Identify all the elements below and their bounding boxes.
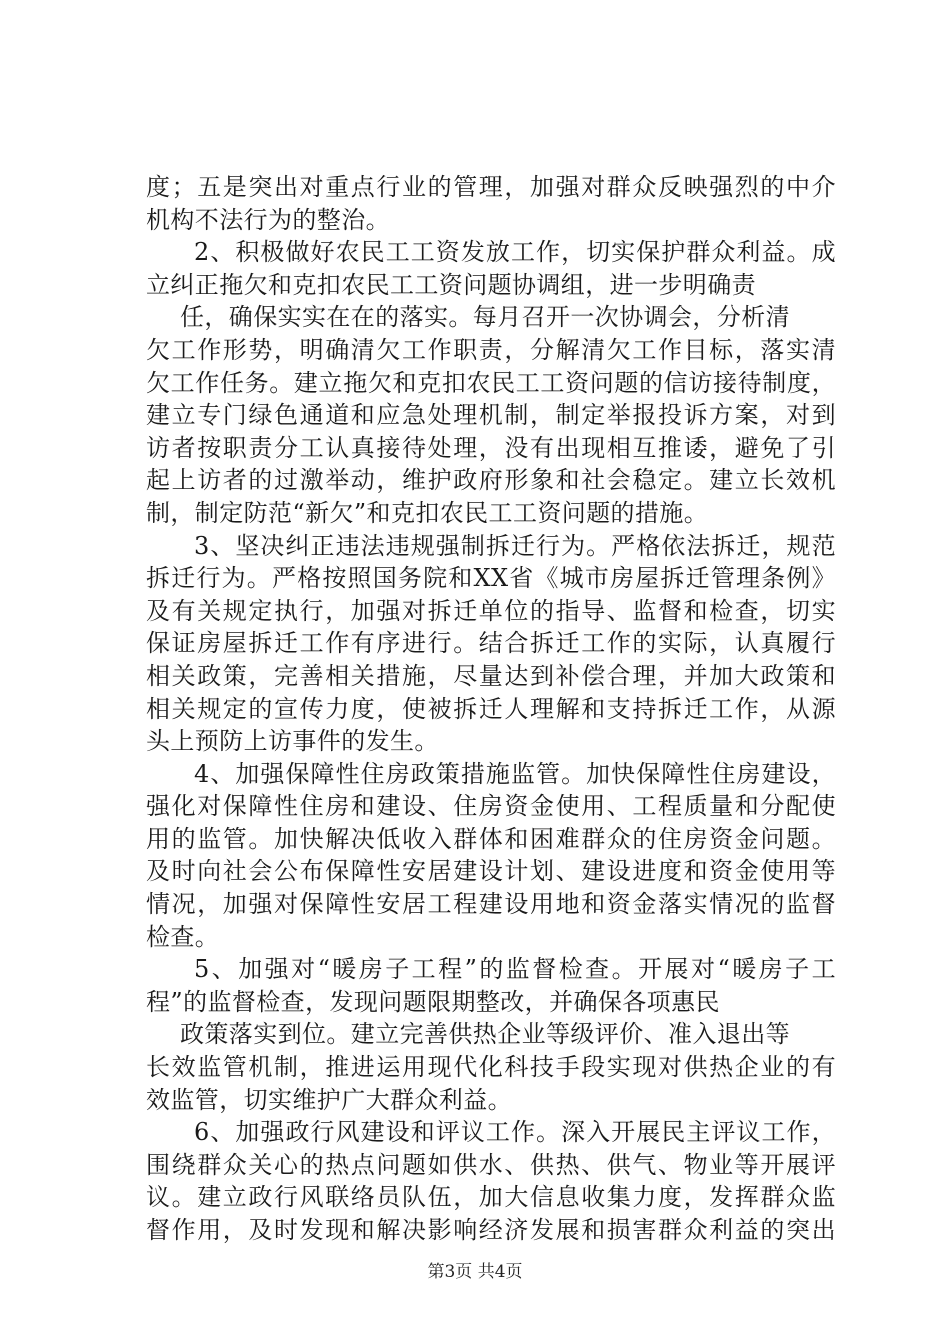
text-line: 及时向社会公布保障性安居建设计划、建设进度和资金使用等 — [146, 857, 836, 886]
text-line: 相关政策，完善相关措施，尽量达到补偿合理，并加大政策和 — [146, 661, 836, 690]
text-line: 围绕群众关心的热点问题如供水、供热、供气、物业等开展评 — [146, 1150, 836, 1179]
paragraph-start-line: 4、加强保障性住房政策措施监管。加快保障性住房建设， — [194, 759, 836, 788]
text-line: 相关规定的宣传力度，使被拆迁人理解和支持拆迁工作，从源 — [146, 694, 836, 723]
text-line: 保证房屋拆迁工作有序进行。结合拆迁工作的实际，认真履行 — [146, 629, 836, 658]
text-line: 检查。 — [146, 922, 220, 951]
text-line: 政策落实到位。建立完善供热企业等级评价、准入退出等 — [180, 1020, 790, 1049]
text-line: 度；五是突出对重点行业的管理，加强对群众反映强烈的中介 — [146, 173, 836, 201]
text-line: 欠工作形势，明确清欠工作职责，分解清欠工作目标，落实清 — [146, 335, 836, 364]
text-line: 拆迁行为。严格按照国务院和XX省《城市房屋拆迁管理条例》 — [146, 564, 836, 593]
text-line: 用的监管。加快解决低收入群体和困难群众的住房资金问题。 — [146, 824, 836, 853]
paragraph-start-line: 5、加强对“暖房子工程”的监督检查。开展对“暖房子工 — [194, 955, 836, 984]
page-number-footer: 第3页 共4页 — [427, 1262, 523, 1282]
text-line: 效监管，切实维护广大群众利益。 — [146, 1085, 512, 1114]
text-line: 督作用，及时发现和解决影响经济发展和损害群众利益的突出 — [146, 1216, 836, 1244]
text-line: 情况，加强对保障性安居工程建设用地和资金落实情况的监督 — [146, 890, 836, 919]
text-line: 立纠正拖欠和克扣农民工工资问题协调组，进一步明确责 — [146, 270, 756, 299]
text-line: 建立专门绿色通道和应急处理机制，制定举报投诉方案，对到 — [146, 401, 836, 430]
paragraph-start-line: 6、加强政行风建设和评议工作。深入开展民主评议工作， — [194, 1118, 836, 1147]
text-line: 起上访者的过激举动，维护政府形象和社会稳定。建立长效机 — [146, 466, 836, 495]
paragraph-start-line: 3、坚决纠正违法违规强制拆迁行为。严格依法拆迁，规范 — [194, 531, 836, 560]
text-line: 长效监管机制，推进运用现代化科技手段实现对供热企业的有 — [146, 1053, 836, 1082]
text-line: 头上预防上访事件的发生。 — [146, 727, 439, 756]
text-line: 欠工作任务。建立拖欠和克扣农民工工资问题的信访接待制度， — [146, 368, 836, 397]
body-text — [146, 171, 836, 1247]
text-line: 强化对保障性住房和建设、住房资金使用、工程质量和分配使 — [146, 792, 836, 821]
text-line: 机构不法行为的整治。 — [146, 205, 390, 234]
text-line: 及有关规定执行，加强对拆迁单位的指导、监督和检查，切实 — [146, 596, 836, 625]
text-line: 任，确保实实在在的落实。每月召开一次协调会，分析清 — [180, 303, 790, 332]
text-line: 程”的监督检查，发现问题限期整改，并确保各项惠民 — [146, 987, 720, 1016]
text-line: 制，制定防范“新欠”和克扣农民工工资问题的措施。 — [146, 498, 709, 527]
paragraph-start-line: 2、积极做好农民工工资发放工作，切实保护群众利益。成 — [194, 238, 836, 267]
text-line: 访者按职责分工认真接待处理，没有出现相互推诿，避免了引 — [146, 433, 836, 462]
text-line: 议。建立政行风联络员队伍，加大信息收集力度，发挥群众监 — [146, 1183, 836, 1212]
